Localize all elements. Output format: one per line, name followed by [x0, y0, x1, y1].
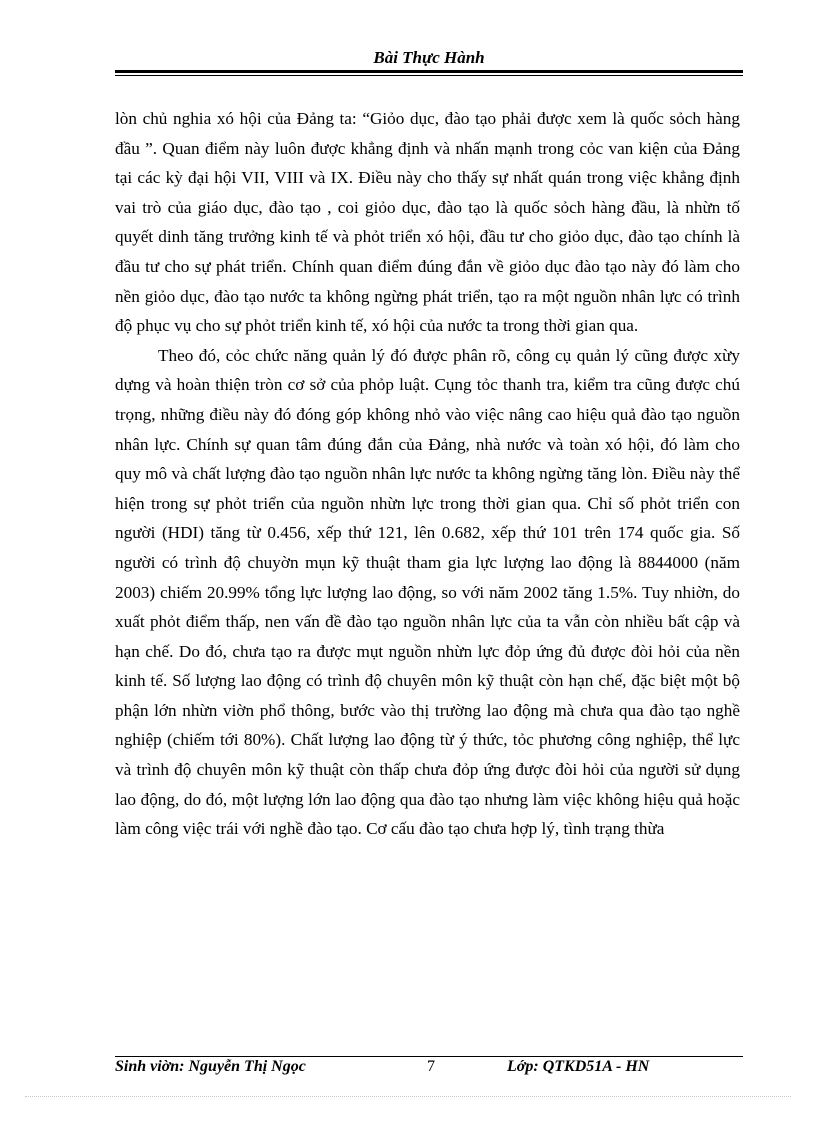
- page-footer: [115, 1058, 743, 1082]
- footer-rule: [115, 1056, 743, 1057]
- footer-class: Lớp: QTKD51A - HN: [507, 1058, 650, 1075]
- paragraph-1: lòn chủ nghia xó hội của Đảng ta: “Giỏo dục, đào tạo phải được xem là quốc sỏch hàng đầu ”. Quan điểm này luôn được khẳng định và nhấn mạnh trong cỏc van kiện của Đảng tại các kỳ đại hội VII, VIII và IX. Điều này cho thấy sự nhất quán trong việc khẳng định vai trò của giáo dục, đào tạo , coi giỏo dục, đào tạo là quốc sỏch hàng đầu, là nhừn tố quyết dinh tăng trưởng kinh tế và phỏt triển xó hội, đầu tư cho giỏo dục, đào tạo chính là đầu tư cho sự phát triển. Chính quan điểm đúng đắn về giỏo dục đào tạo này đó làm cho nền giỏo dục, đào tạo nước ta không ngừng phát triển, tạo ra một nguồn nhân lực có trình độ phục vụ cho sự phỏt triển kinh tế, xó hội của nước ta trong thời gian qua.: [115, 109, 740, 336]
- footer-student-name: Sinh viờn: Nguyễn Thị Ngọc: [115, 1058, 306, 1075]
- document-body: [115, 104, 740, 844]
- page-header-title: Bài Thực Hành: [373, 48, 485, 67]
- paragraph-2: Theo đó, cỏc chức năng quản lý đó được phân rõ, công cụ quản lý cũng được xừy dựng và hoàn thiện tròn cơ sở của phỏp luật. Cụng tỏc thanh tra, kiểm tra cũng được chú trọng, những điều này đó đóng góp không nhỏ vào việc nâng cao hiệu quả đào tạo nguồn nhân lực. Chính sự quan tâm đúng đắn của Đảng, nhà nước và toàn xó hội, đó làm cho quy mô và chất lượng đào tạo nguồn nhân lực nước ta không ngừng tăng lòn. Điều này thể hiện trong sự phỏt triển của nguồn nhừn lực trong thời gian qua. Chỉ số phỏt triển con người (HDI) tăng từ 0.456, xếp thứ 121, lên 0.682, xếp thứ 101 trên 174 quốc gia. Số người có trình độ chuyờn mụn kỹ thuật tham gia lực lượng lao động là 8844000 (năm 2003) chiếm 20.99% tổng lực lượng lao động, so với năm 2002 tăng 1.5%. Tuy nhiờn, do xuất phỏt điểm thấp, nen vấn đề đào tạo nguồn nhân lực của ta vẫn còn nhiều bất cập và hạn chế. Do đó, chưa tạo ra được mụt nguồn nhừn lực đỏp ứng đủ được đòi hỏi của nền kinh tế. Số lượng lao động có trình độ chuyên môn kỹ thuật còn hạn chế, đặc biệt một bộ phận lớn nhừn viờn phổ thông, bước vào thị trường lao động mà chưa qua đào tạo nghề nghiệp (chiếm tới 80%). Chất lượng lao động từ ý thức, tỏc phương công nghiệp, thể lực và trình độ chuyên môn kỹ thuật còn thấp chưa đỏp ứng được đòi hỏi của người sử dụng lao động, do đó, một lượng lớn lao động qua đào tạo nhưng làm việc không hiệu quả hoặc làm công việc trái với nghề đào tạo. Cơ cấu đào tạo chưa hợp lý, tình trạng thừa: [115, 345, 740, 839]
- page-bottom-border: [25, 1096, 791, 1097]
- page-number: 7: [427, 1058, 435, 1075]
- header-rule-thin: [115, 75, 743, 76]
- header-rule-thick: [115, 70, 743, 73]
